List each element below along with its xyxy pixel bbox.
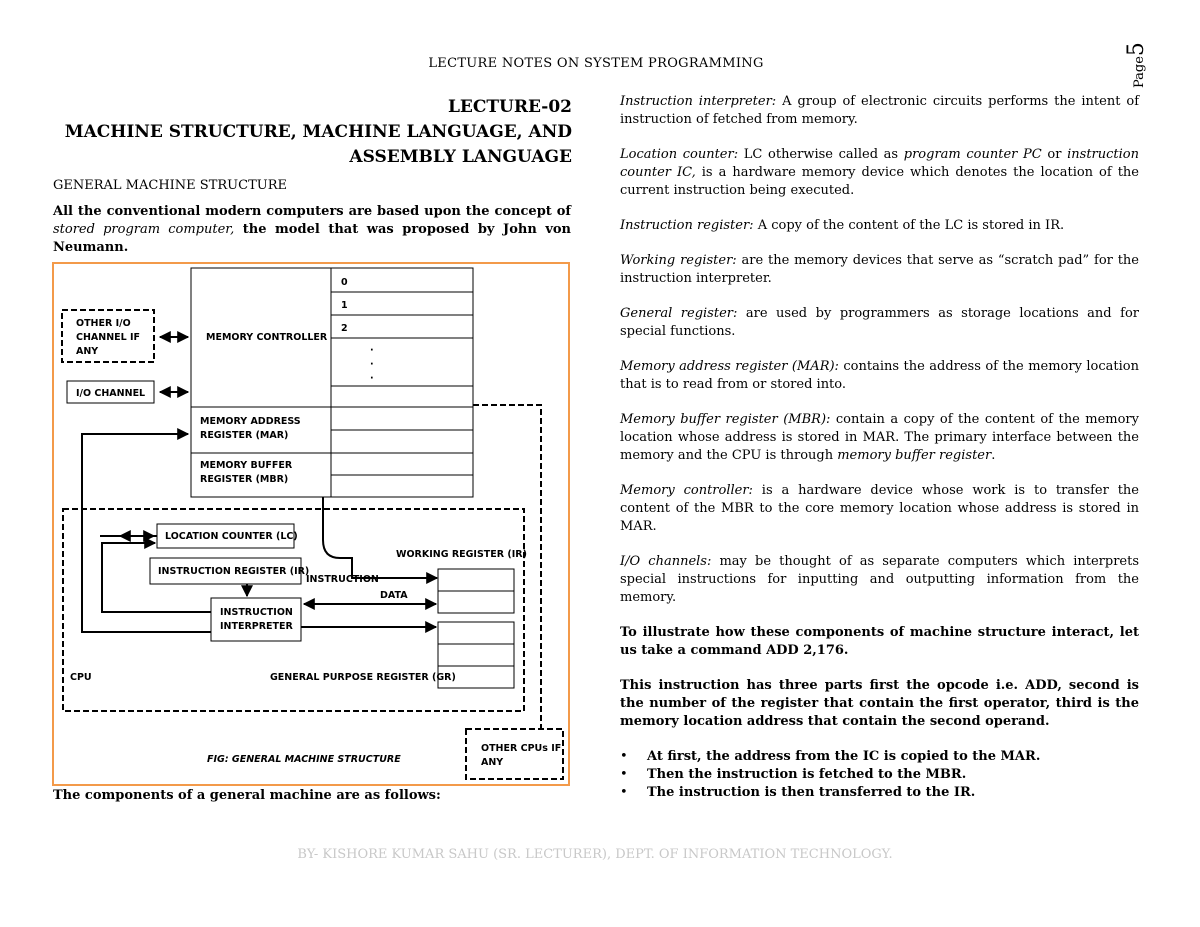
other-io-line3: ANY xyxy=(76,346,99,357)
mar-label-line1: MEMORY ADDRESS xyxy=(200,416,301,427)
def-text: A copy of the content of the LC is stored in IR. xyxy=(753,218,1065,233)
memory-dot-3: · xyxy=(370,373,374,384)
def-text: contains the address of the memory location that is to read from or stored into. xyxy=(620,359,1139,392)
instruction-interpreter-box xyxy=(211,598,301,641)
other-cpus-box xyxy=(466,729,563,779)
def-text: LC otherwise called as xyxy=(738,147,904,162)
running-header: LECTURE NOTES ON SYSTEM PROGRAMMING xyxy=(428,56,764,71)
mbr-label-line2: REGISTER (MBR) xyxy=(200,474,289,485)
def-mar xyxy=(620,358,1139,394)
components-line: The components of a general machine are as follows: xyxy=(53,788,441,803)
working-register-label: WORKING REGISTER (IR) xyxy=(396,549,527,560)
def-text: A group of electronic circuits performs the intent of instruction of fetched from memory. xyxy=(620,94,1140,127)
intro-italic: stored program computer, xyxy=(53,222,235,237)
page-word: Page xyxy=(1132,56,1147,88)
lecture-title-line2: ASSEMBLY LANGUAGE xyxy=(349,147,572,167)
other-io-line1: OTHER I/O xyxy=(76,318,131,329)
def-italic: memory buffer register xyxy=(837,448,992,463)
memory-controller-label: MEMORY CONTROLLER xyxy=(206,332,328,343)
instruction-path-label: INSTRUCTION xyxy=(306,574,379,585)
steps-list xyxy=(620,748,1139,802)
def-term: I/O channels: xyxy=(620,554,712,569)
def-instruction-interpreter xyxy=(620,93,1139,129)
other-cpus-line1: OTHER CPUs IF xyxy=(481,743,562,754)
memory-row-2: 2 xyxy=(341,323,348,334)
intro-pre: All the conventional modern computers are based upon the concept of xyxy=(53,204,571,219)
bullet-glyph: • xyxy=(620,767,628,782)
illustrate-paragraph: To illustrate how these components of machine structure interact, let us take a command ADD 2,176. xyxy=(620,625,1139,658)
def-general-register xyxy=(620,305,1139,341)
def-italic: instruction counter IC, xyxy=(620,147,1139,180)
lecture-number: LECTURE-02 xyxy=(447,97,572,117)
figure-caption: FIG: GENERAL MACHINE STRUCTURE xyxy=(207,754,401,765)
bullet-glyph: • xyxy=(620,749,628,764)
bullet-glyph: • xyxy=(620,785,628,800)
def-text: is a hardware memory device which denotes the location of the current instruction being executed. xyxy=(620,165,1139,198)
bullet-text: Then the instruction is fetched to the MBR. xyxy=(647,767,967,782)
section-heading: GENERAL MACHINE STRUCTURE xyxy=(53,178,287,193)
def-term: Working register: xyxy=(620,253,737,268)
def-term: Location counter: xyxy=(620,147,739,162)
page-number-label xyxy=(1124,30,1154,88)
interpreter-line2: INTERPRETER xyxy=(220,621,293,632)
bullet-text: At first, the address from the IC is copied to the MAR. xyxy=(647,749,1041,764)
def-term: Memory buffer register (MBR): xyxy=(620,412,831,427)
page-number: 5 xyxy=(1124,42,1149,57)
def-term: Instruction interpreter: xyxy=(620,94,777,109)
gpr-label: GENERAL PURPOSE REGISTER (GR) xyxy=(270,672,456,683)
def-memory-controller xyxy=(620,482,1139,536)
memory-row-1: 1 xyxy=(341,300,348,311)
cpu-label: CPU xyxy=(70,672,92,683)
list-item xyxy=(620,784,1139,802)
def-working-register xyxy=(620,252,1139,288)
def-text: or xyxy=(1041,147,1068,162)
list-item xyxy=(620,766,1139,784)
def-io-channels xyxy=(620,553,1139,607)
general-machine-structure-diagram xyxy=(0,0,600,800)
def-text: are used by programmers as storage locations and for special functions. xyxy=(620,306,1139,339)
def-instruction-register xyxy=(620,217,1139,235)
def-term: Memory controller: xyxy=(620,483,753,498)
def-italic: program counter PC xyxy=(903,147,1042,162)
def-text: may be thought of as separate computers which interprets special instructions for inputting and outputting information from the memory. xyxy=(620,554,1139,605)
intro-post: the model that was proposed by John von Neumann. xyxy=(53,222,571,255)
interpreter-line1: INSTRUCTION xyxy=(220,607,293,618)
def-text: are the memory devices that serve as “scratch pad” for the instruction interpreter. xyxy=(620,253,1139,286)
other-cpus-line2: ANY xyxy=(481,757,504,768)
lecture-title-line1: MACHINE STRUCTURE, MACHINE LANGUAGE, AND xyxy=(64,122,572,142)
list-item xyxy=(620,748,1139,766)
def-term: General register: xyxy=(620,306,738,321)
memory-dot-2: · xyxy=(370,359,374,370)
def-text: . xyxy=(991,448,996,463)
footer: BY- KISHORE KUMAR SAHU (SR. LECTURER), DEPT. OF INFORMATION TECHNOLOGY. xyxy=(297,847,893,862)
three-parts-paragraph: This instruction has three parts first the opcode i.e. ADD, second is the number of the register that contain the first operator, third is the memory location address that contain the second operand. xyxy=(620,678,1139,729)
mbr-label-line1: MEMORY BUFFER xyxy=(200,460,293,471)
data-path-label: DATA xyxy=(380,590,408,601)
def-mbr xyxy=(620,411,1139,465)
memory-dot-1: · xyxy=(370,345,374,356)
instruction-register-label: INSTRUCTION REGISTER (IR) xyxy=(158,566,310,577)
other-io-line2: CHANNEL IF xyxy=(76,332,141,343)
def-location-counter xyxy=(620,146,1139,200)
bullet-text: The instruction is then transferred to the IR. xyxy=(647,785,976,800)
definitions-column xyxy=(620,93,1139,802)
mar-label-line2: REGISTER (MAR) xyxy=(200,430,289,441)
def-term: Instruction register: xyxy=(620,218,754,233)
def-term: Memory address register (MAR): xyxy=(620,359,839,374)
io-channel-label: I/O CHANNEL xyxy=(76,388,146,399)
def-text: is a hardware device whose work is to transfer the content of the MBR to the core memory location whose address is stored in MAR. xyxy=(620,483,1139,534)
memory-row-0: 0 xyxy=(341,277,348,288)
def-text: contain a copy of the content of the memory location whose address is stored in MAR. The primary interface between the memory and the CPU is through xyxy=(620,412,1139,463)
location-counter-label: LOCATION COUNTER (LC) xyxy=(165,531,298,542)
